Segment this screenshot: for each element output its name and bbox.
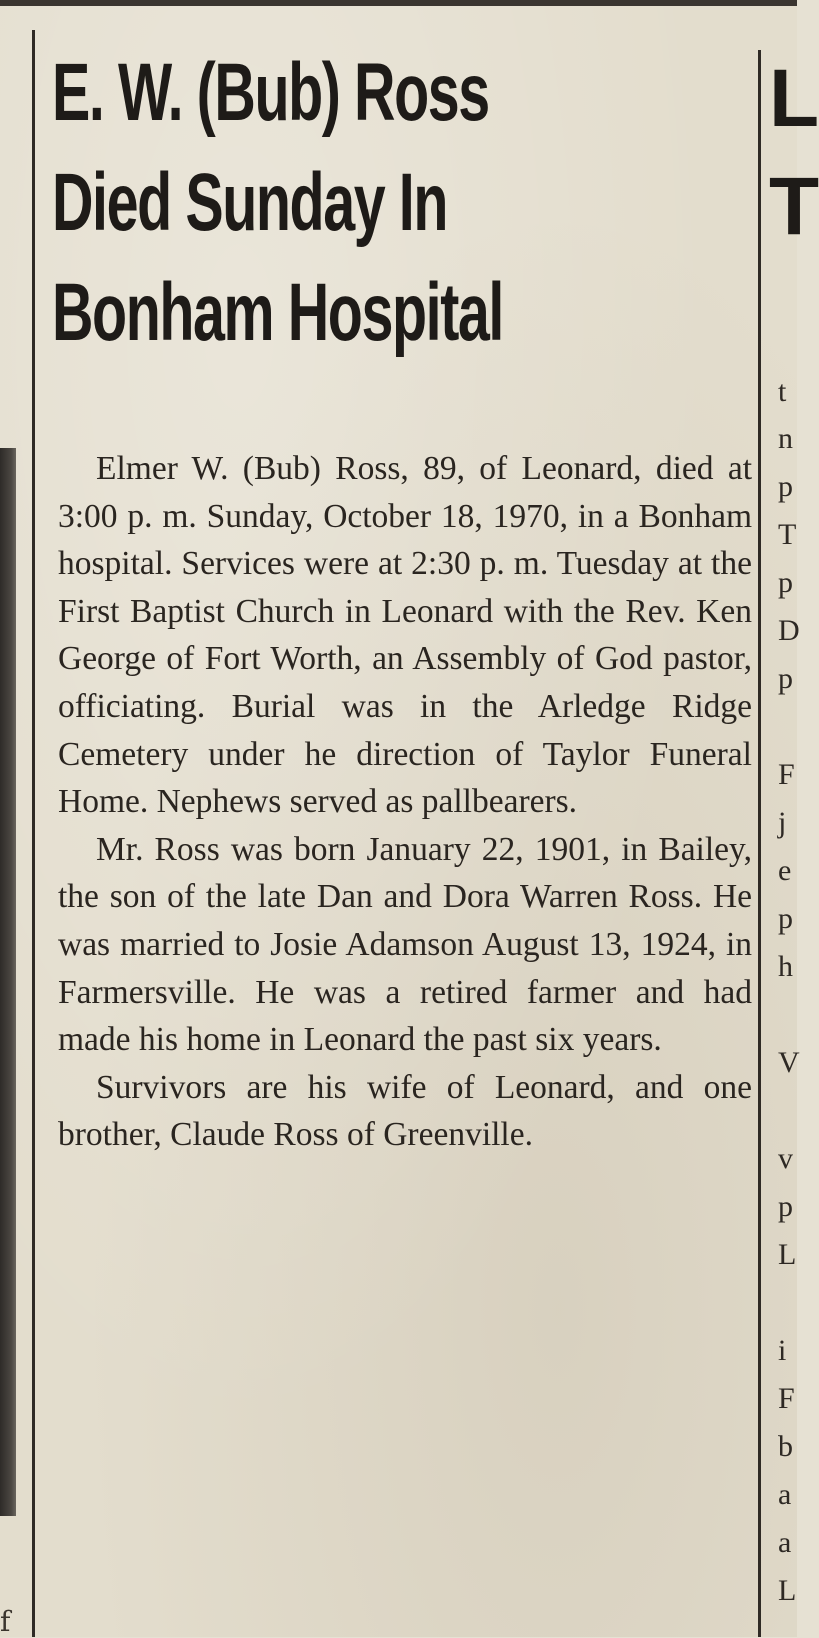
adjacent-line-fragment: p bbox=[778, 566, 793, 599]
top-border-rule bbox=[0, 0, 797, 6]
adjacent-line-fragment: n bbox=[778, 422, 793, 455]
adjacent-line-fragment: h bbox=[778, 950, 793, 983]
adjacent-line-fragment: a bbox=[778, 1478, 792, 1511]
adjacent-line-fragment: p bbox=[778, 662, 793, 695]
obituary-headline bbox=[52, 38, 535, 368]
left-column-photo-edge bbox=[0, 448, 16, 1516]
adjacent-line-fragment: e bbox=[778, 854, 792, 887]
article-paragraph-3: Survivors are his wife of Leonard, and one brother, Claude Ross of Greenville. bbox=[58, 1068, 752, 1154]
adjacent-line-fragment: a bbox=[778, 1526, 792, 1559]
adjacent-line-fragment: L bbox=[778, 1238, 797, 1271]
article-paragraph-1: Elmer W. (Bub) Ross, 89, of Leonard, died at 3:00 p. m. Sunday, October 18, 1970, in a Bonham hospital. Services were at 2:30 p. m. Tuesday at the First Baptist Church in Leonard with the Rev. Ken George of Fort Worth, an Assembly of God pastor, officiating. Burial was in the Arledge Ridge Cemetery under he direction of Taylor Funeral Home. Nephews served as pallbearers. bbox=[58, 450, 752, 821]
article-paragraph-2: Mr. Ross was born January 22, 1901, in Bailey, the son of the late Dan and Dora Warren Ross. He was married to Josie Adamson August 13, 1924, in Farmersville. He was a retired farmer and had made his home in Leonard the past six years. bbox=[58, 830, 752, 1059]
adjacent-line-fragment: p bbox=[778, 902, 793, 935]
adjacent-line-fragment: p bbox=[778, 470, 793, 503]
adjacent-line-fragment: T bbox=[778, 518, 797, 551]
adjacent-line-fragment: V bbox=[778, 1046, 800, 1079]
headline-line-1: E. W. (Bub) Ross bbox=[52, 47, 489, 138]
column-rule-right bbox=[758, 50, 761, 1637]
left-column-fragment: f bbox=[0, 1605, 11, 1638]
adjacent-line-fragment: D bbox=[778, 614, 800, 647]
adjacent-line-fragment: F bbox=[778, 758, 795, 791]
obituary-article bbox=[58, 445, 752, 1159]
adjacent-headline-fragment-1: L bbox=[769, 53, 819, 144]
adjacent-line-fragment: t bbox=[778, 375, 787, 408]
adjacent-line-fragment: j bbox=[778, 806, 787, 839]
adjacent-line-fragment: L bbox=[778, 1574, 797, 1607]
adjacent-line-fragment: p bbox=[778, 1190, 793, 1223]
column-rule-left bbox=[32, 30, 35, 1637]
headline-line-3: Bonham Hospital bbox=[52, 267, 503, 358]
adjacent-line-fragment: i bbox=[778, 1334, 787, 1367]
adjacent-line-fragment: F bbox=[778, 1382, 795, 1415]
adjacent-line-fragment: b bbox=[778, 1430, 793, 1463]
adjacent-headline-fragment-2: T bbox=[769, 161, 819, 252]
headline-line-2: Died Sunday In bbox=[52, 157, 448, 248]
adjacent-line-fragment: v bbox=[778, 1142, 793, 1175]
